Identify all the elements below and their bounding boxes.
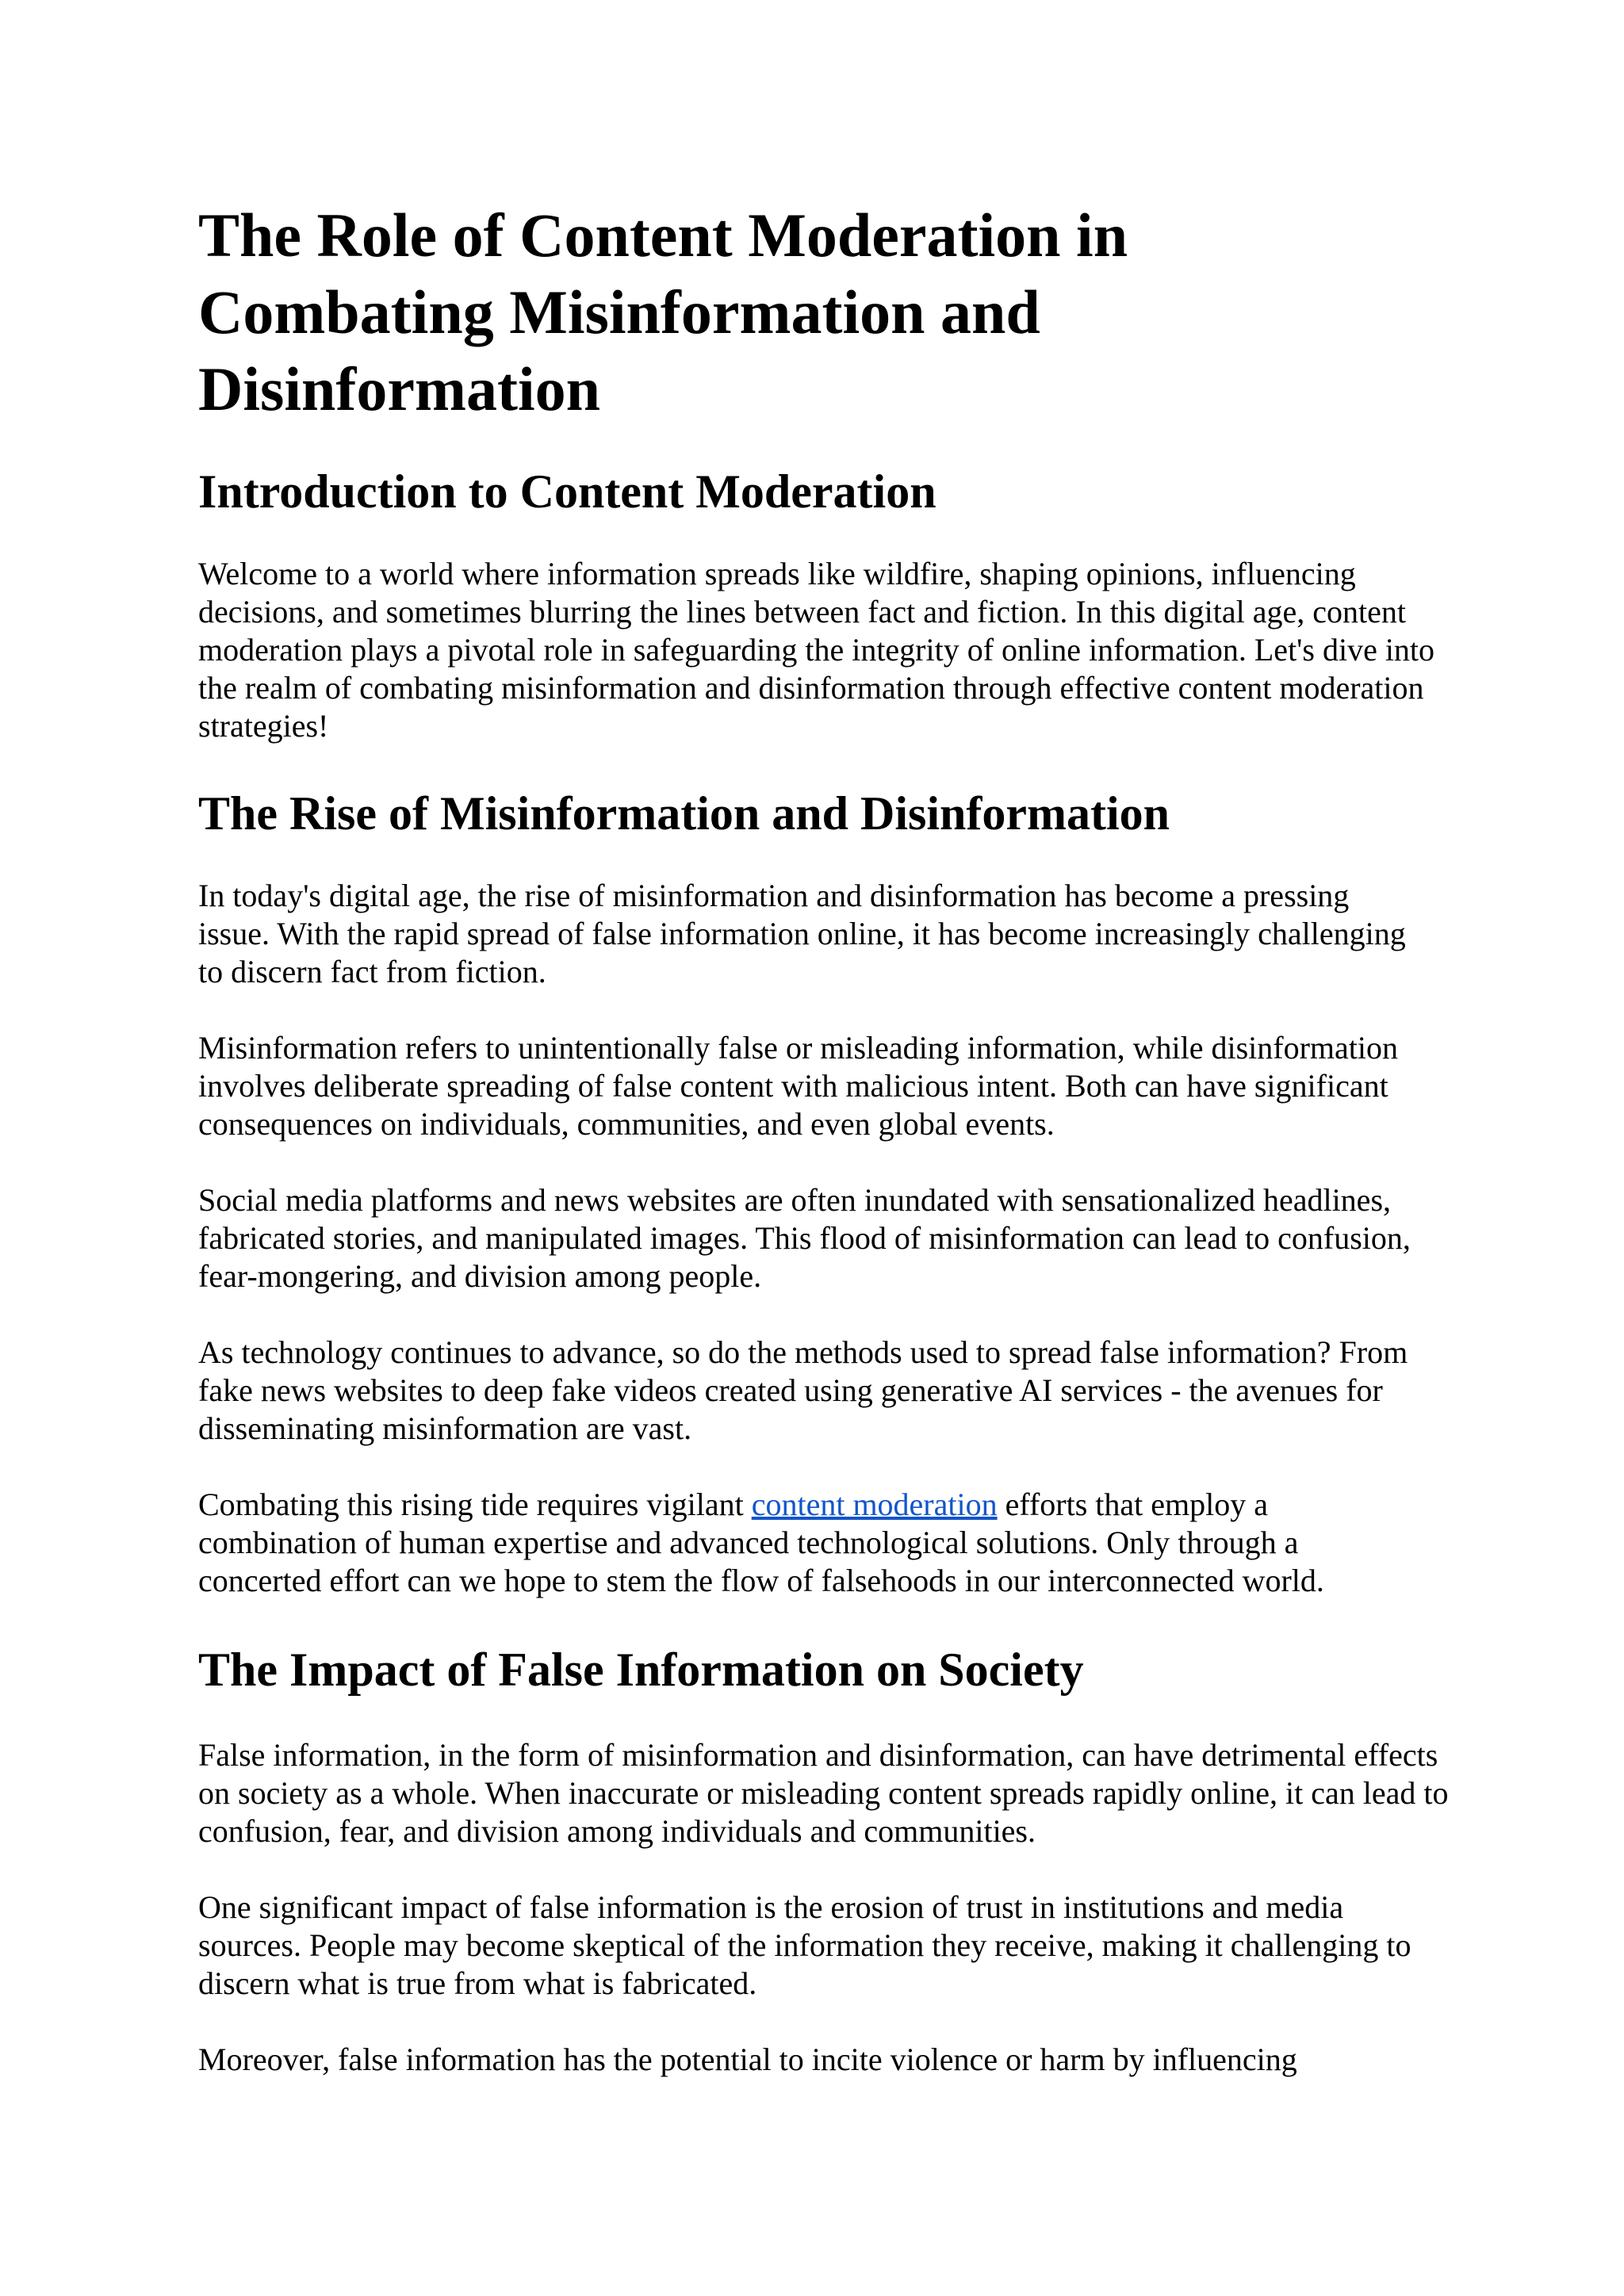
paragraph-introduction: Welcome to a world where information spreads like wildfire, shaping opinions, influencing decisions, and sometimes blurring the lines between fact and fiction. In this digital age, content moderation plays a pivotal role in safeguarding the integrity of online information. Let's dive into the realm of combating misinformation and disinformation through effective content moderation strategies! xyxy=(198,556,1435,744)
paragraph-rise-5 xyxy=(198,1486,1404,1600)
content-moderation-link[interactable]: content moderation xyxy=(751,1487,998,1522)
paragraph-rise-1: In today's digital age, the rise of misinformation and disinformation has become a pressing issue. With the rapid spread of false information online, it has become increasingly challenging to discern fact from fiction. xyxy=(198,878,1406,989)
paragraph-impact-1: False information, in the form of misinformation and disinformation, can have detrimental effects on society as a whole. When inaccurate or misleading content spreads rapidly online, it can lead to confusion, fear, and division among individuals and communities. xyxy=(198,1737,1449,1849)
heading-introduction: Introduction to Content Moderation xyxy=(198,465,936,518)
document-title: The Role of Content Moderation in Combating Misinformation and Disinformation xyxy=(198,201,1128,423)
paragraph-impact-3: Moreover, false information has the potential to incite violence or harm by influencing xyxy=(198,2042,1297,2077)
paragraph-impact-2: One significant impact of false information is the erosion of trust in institutions and media sources. People may become skeptical of the information they receive, making it challenging to discern what is true from what is fabricated. xyxy=(198,1889,1411,2001)
paragraph-rise-4: As technology continues to advance, so do the methods used to spread false information? From fake news websites to deep fake videos created using generative AI services - the avenues for disseminating misinformation are vast. xyxy=(198,1334,1408,1446)
heading-impact: The Impact of False Information on Society xyxy=(198,1644,1084,1696)
paragraph-rise-5-before: Combating this rising tide requires vigilant xyxy=(198,1487,752,1522)
document-page xyxy=(198,197,1467,2077)
paragraph-rise-2: Misinformation refers to unintentionally false or misleading information, while disinformation involves deliberate spreading of false content with malicious intent. Both can have significant consequences on individuals, communities, and even global events. xyxy=(198,1030,1399,1142)
paragraph-rise-3: Social media platforms and news websites are often inundated with sensationalized headlines, fabricated stories, and manipulated images. This flood of misinformation can lead to confusion, fear-mongering, and division among people. xyxy=(198,1182,1411,1294)
heading-rise: The Rise of Misinformation and Disinformation xyxy=(198,787,1170,840)
paragraph-rise-5-after: efforts that employ a combination of human expertise and advanced technological solutions. Only through a concerted effort can we hope to stem the flow of falsehoods in our interconnected world. xyxy=(198,1487,1324,1598)
